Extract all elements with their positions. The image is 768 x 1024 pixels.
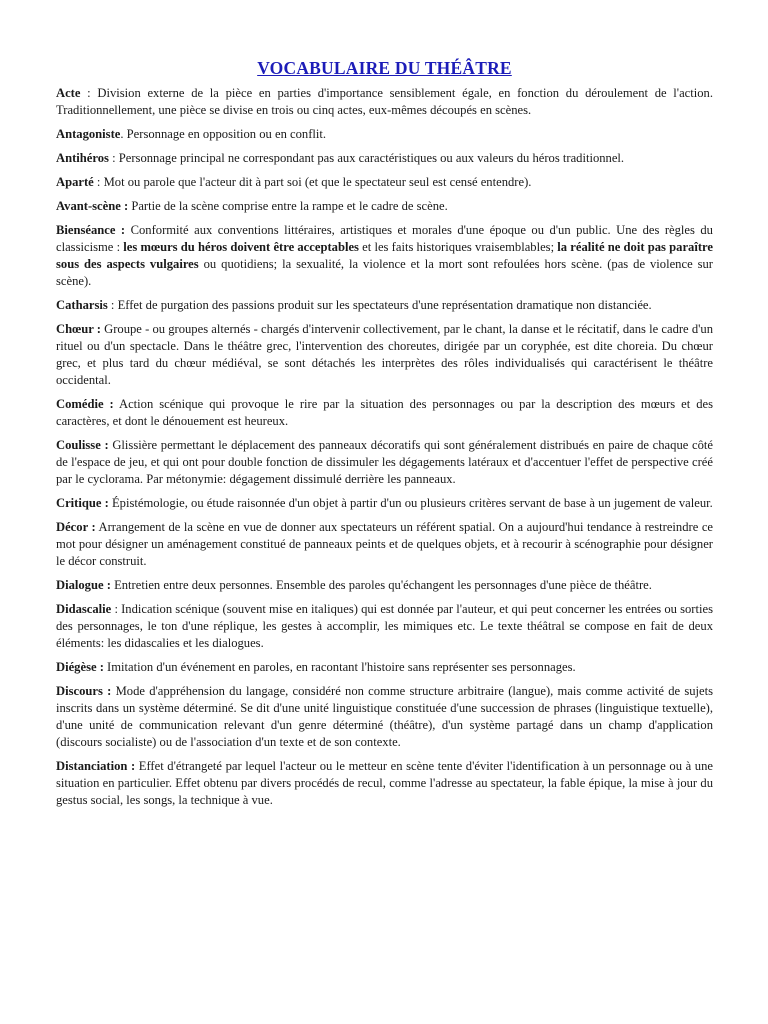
definition-text: Épistémologie, ou étude raisonnée d'un objet à partir d'un ou plusieurs critères servant de base à un jugement de valeur. — [108, 496, 713, 510]
glossary-term: Acte — [56, 86, 81, 100]
glossary-list — [56, 85, 713, 809]
definition-text: Action scénique qui provoque le rire par la situation des personnages ou par la description des mœurs et des caractères, et dont le dénouement est heureux. — [56, 397, 713, 428]
glossary-term: Discours : — [56, 684, 112, 698]
glossary-term: Didascalie — [56, 602, 112, 616]
emphasis-text: les mœurs du héros doivent être acceptables — [123, 240, 359, 254]
glossary-term: Catharsis — [56, 298, 108, 312]
glossary-entry — [56, 321, 713, 389]
definition-text: : Indication scénique (souvent mise en italiques) qui est donnée par l'auteur, et qui peut concerner les entrées ou sorties des personnages, le ton d'une réplique, les gestes à accomplir, les mimiques etc. Le texte théâtral se compose en fait de deux éléments: les didascalies et les dialogues. — [56, 602, 713, 650]
glossary-entry — [56, 222, 713, 290]
page-title: VOCABULAIRE DU THÉÂTRE — [257, 58, 512, 78]
definition-text: Effet d'étrangeté par lequel l'acteur ou le metteur en scène tente d'éviter l'identification à un personnage ou à une situation en particulier. Effet obtenu par divers procédés de recul, comme l'adresse au spectateur, la fable épique, la mise à jour du gestus social, les songs, la technique à vue. — [56, 759, 713, 807]
glossary-entry — [56, 601, 713, 652]
glossary-term: Critique : — [56, 496, 109, 510]
glossary-term: Dialogue : — [56, 578, 111, 592]
definition-text: . Personnage en opposition ou en conflit. — [120, 127, 327, 141]
definition-text: Imitation d'un événement en paroles, en racontant l'histoire sans représenter ses personnages. — [103, 660, 576, 674]
definition-text: Conformité aux conventions littéraires, artistiques et morales d'une époque ou d'un public. Une des règles du classicisme : — [56, 223, 713, 254]
definition-text: Glissière permettant le déplacement des panneaux décoratifs qui sont généralement distribués en paire de chaque côté de l'espace de jeu, et qui ont pour double fonction de dissimuler les dégagements latéraux et d'accentuer l'effet de perspective créé par le cyclorama. Par métonymie: dégagement dissimulé derrière les panneaux. — [56, 438, 713, 486]
definition-text: : Personnage principal ne correspondant pas aux caractéristiques ou aux valeurs du héros traditionnel. — [108, 151, 625, 165]
glossary-entry — [56, 150, 713, 167]
glossary-term: Chœur : — [56, 322, 101, 336]
glossary-term: Aparté — [56, 175, 94, 189]
glossary-entry — [56, 683, 713, 751]
definition-text: Groupe - ou groupes alternés - chargés d'intervenir collectivement, par le chant, la danse et le récitatif, dans le cadre d'un rituel ou d'un spectacle. Dans le théâtre grec, l'intervention des choreutes, dirigée par un coryphée, est dite choreia. Du chœur grec, et plus tard du chœur médiéval, se sont détachés les interprètes des rôles individualisés qui caractérisent le théâtre occidental. — [56, 322, 713, 387]
glossary-term: Antagoniste — [56, 127, 121, 141]
definition-text: Arrangement de la scène en vue de donner aux spectateurs un référent spatial. On a aujourd'hui tendance à restreindre ce mot pour désigner un aménagement constitué de panneaux peints et de quelques objets, et à recourir à scénographie pour désigner le décor construit. — [56, 520, 713, 568]
glossary-entry — [56, 297, 713, 314]
glossary-entry — [56, 126, 713, 143]
glossary-entry — [56, 198, 713, 215]
glossary-term: Antihéros — [56, 151, 109, 165]
definition-text: Entretien entre deux personnes. Ensemble des paroles qu'échangent les personnages d'une pièce de théâtre. — [110, 578, 652, 592]
glossary-term: Diégèse : — [56, 660, 104, 674]
glossary-entry — [56, 495, 713, 512]
definition-text: ou quotidiens; la sexualité, la violence et la mort sont refoulées hors scène. (pas de violence sur scène). — [56, 257, 714, 288]
emphasis-text: la réalité ne doit pas paraître sous des aspects vulgaires — [56, 240, 714, 271]
definition-text: Partie de la scène comprise entre la rampe et le cadre de scène. — [128, 199, 448, 213]
glossary-entry — [56, 758, 713, 809]
glossary-entry — [56, 174, 713, 191]
glossary-term: Comédie : — [56, 397, 114, 411]
definition-text: : Mot ou parole que l'acteur dit à part soi (et que le spectateur seul est censé entendre). — [93, 175, 532, 189]
glossary-entry — [56, 659, 713, 676]
definition-text: Mode d'appréhension du langage, considéré non comme structure arbitraire (langue), mais comme activité de sujets inscrits dans un système déterminé. Se dit d'une unité linguistique constituée d'une succession de phrases (linguistique textuelle), d'une unité de communication relevant d'un genre déterminé (théâtre), d'un système partagé dans un champ d'application (discours socialiste) ou de l'association d'un texte et de son contexte. — [56, 684, 714, 749]
glossary-entry — [56, 396, 713, 430]
glossary-entry — [56, 437, 713, 488]
definition-text: : Division externe de la pièce en parties d'importance sensiblement égale, en fonction du déroulement de l'action. Traditionnellement, une pièce se divise en trois ou cinq actes, eux-mêmes découpés en scènes. — [56, 86, 713, 117]
glossary-term: Décor : — [56, 520, 96, 534]
glossary-entry — [56, 85, 713, 119]
glossary-term: Coulisse : — [56, 438, 109, 452]
glossary-entry — [56, 577, 713, 594]
glossary-entry — [56, 519, 713, 570]
glossary-term: Avant-scène : — [56, 199, 129, 213]
glossary-term: Distanciation : — [56, 759, 136, 773]
definition-text: : Effet de purgation des passions produit sur les spectateurs d'une représentation dramatique non distanciée. — [107, 298, 652, 312]
definition-text: et les faits historiques vraisemblables; — [358, 240, 558, 254]
glossary-term: Bienséance : — [56, 223, 126, 237]
